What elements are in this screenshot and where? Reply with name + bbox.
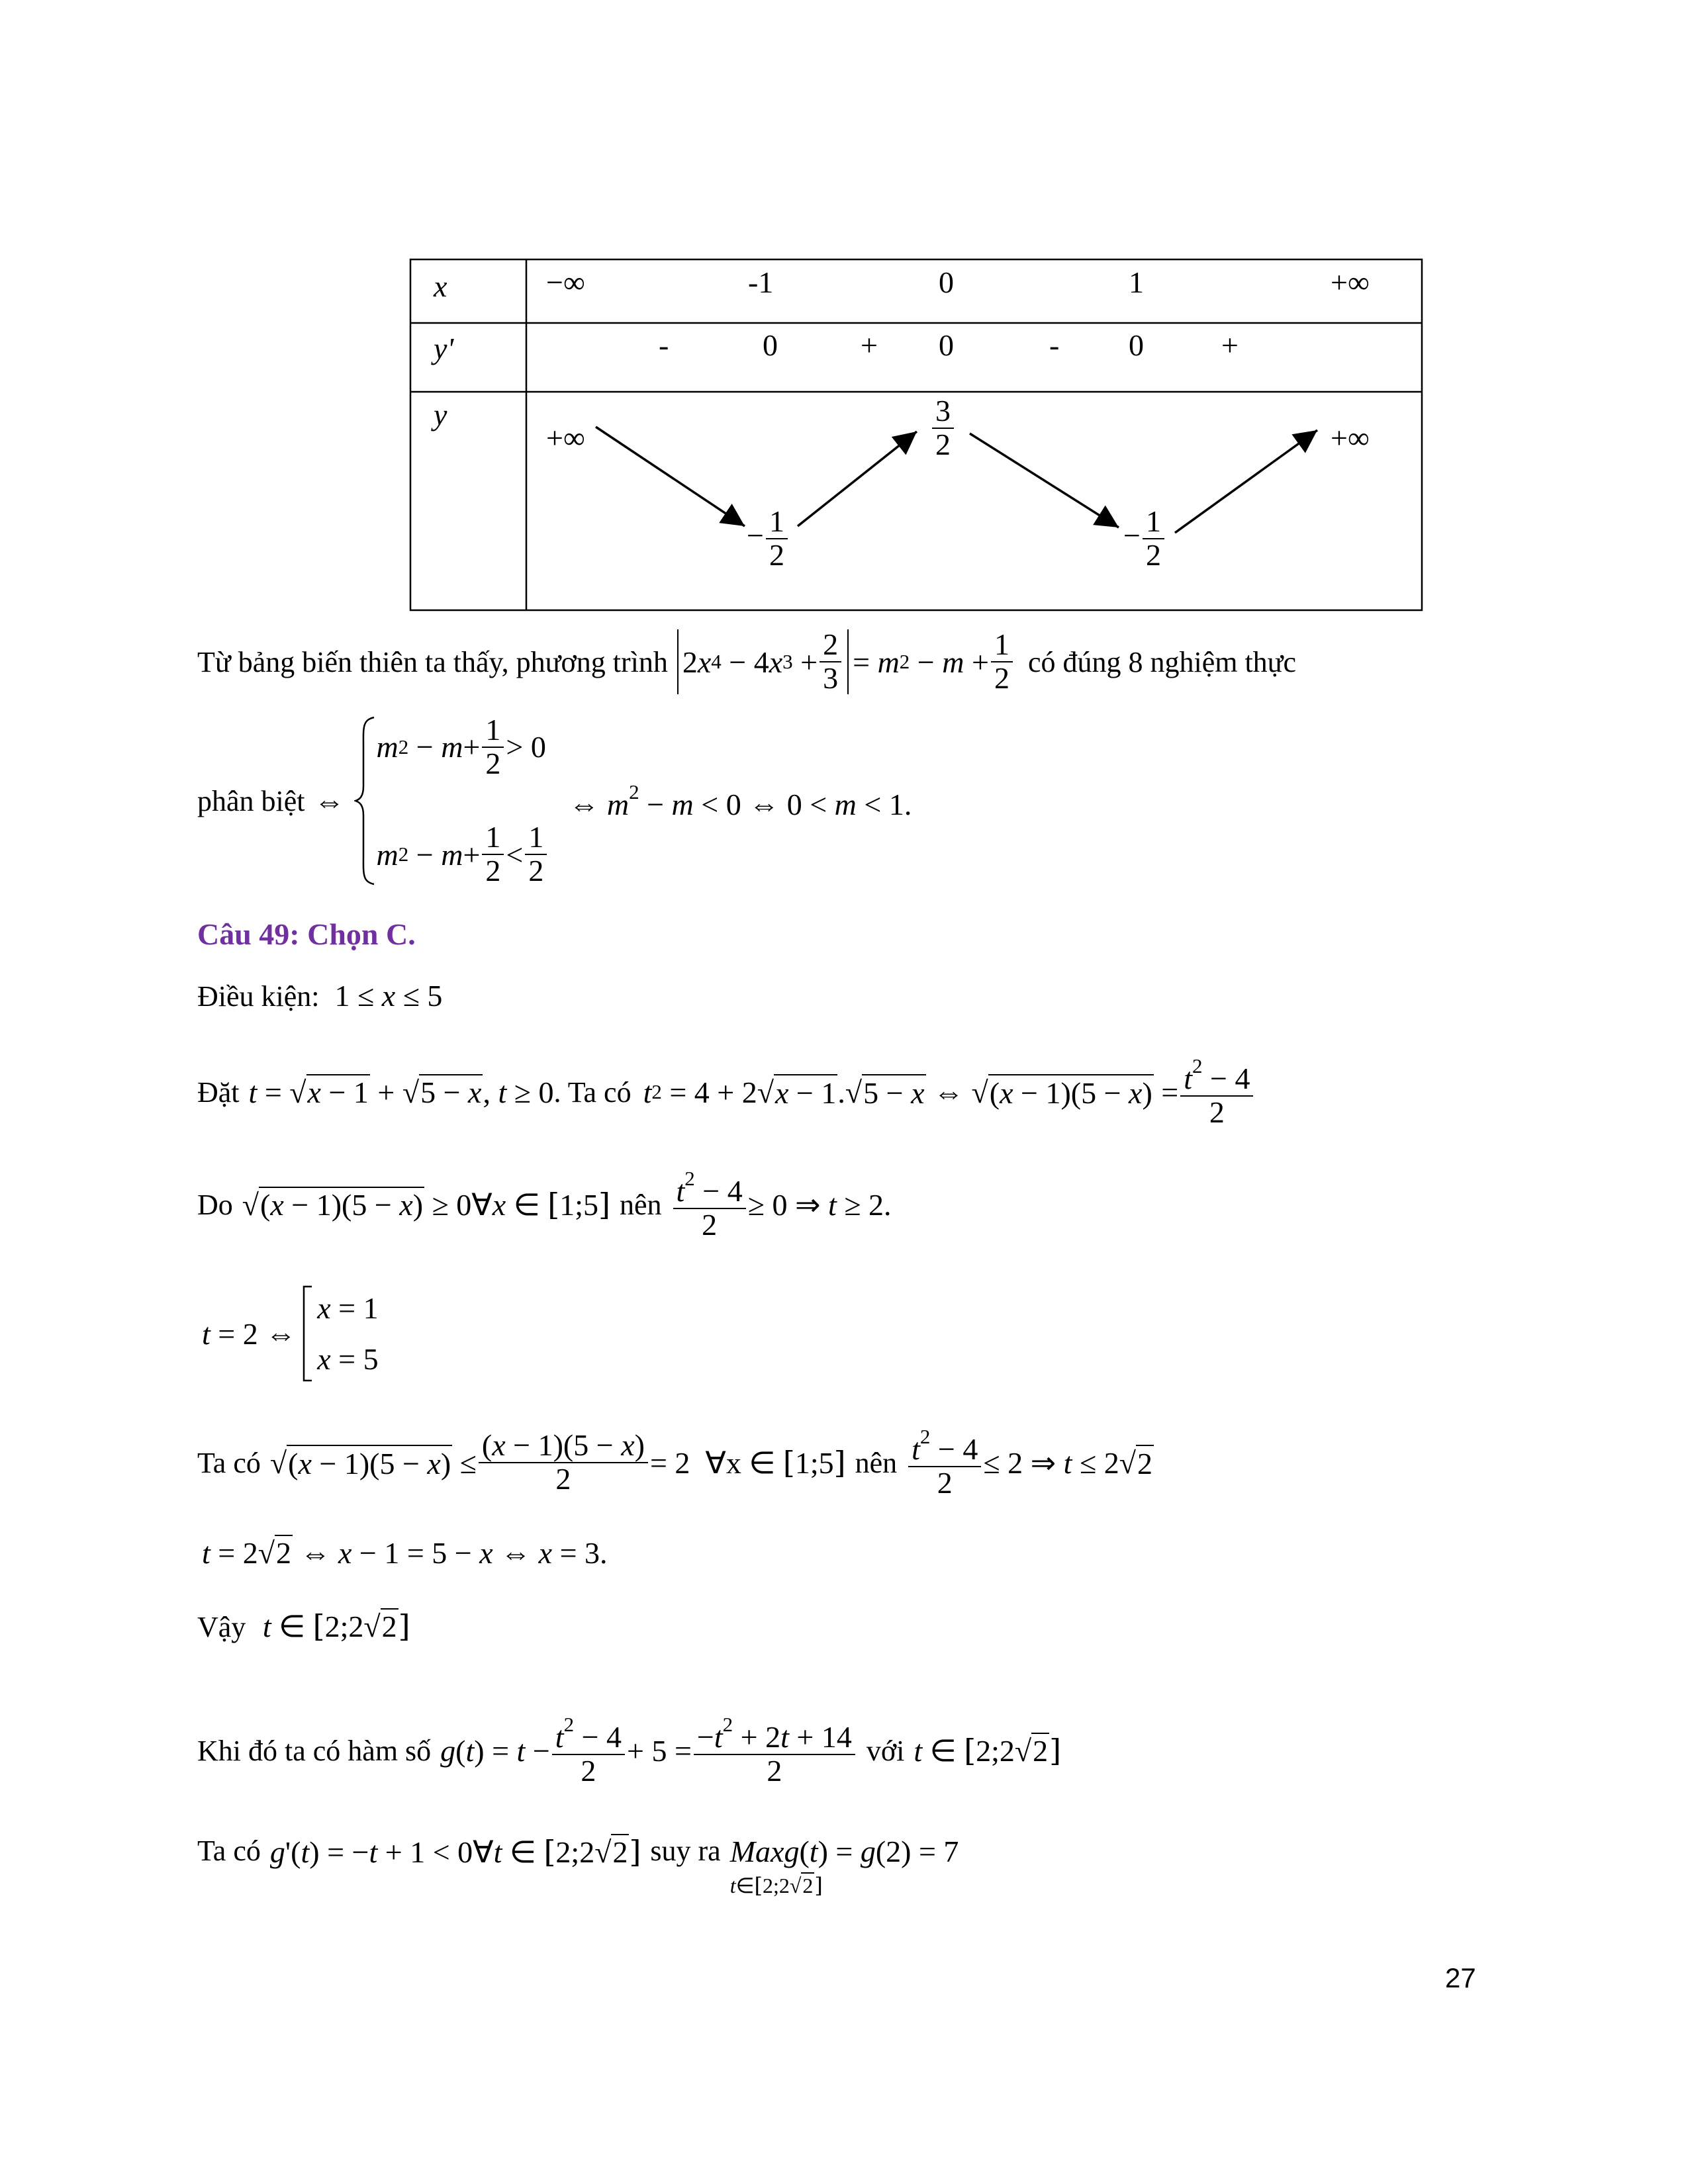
intro-line: Từ bảng biến thiên ta thấy, phương trình 2 x 4 − 4 x 3 + $\frac{2}{3}$ = m 2 − m + $\frac{1}{2}$ có đúng 8 nghiệm thực (197, 627, 1297, 695)
row-label-yprime: y' (434, 332, 454, 365)
arrow-up-1 (798, 432, 917, 526)
do-line: Do √(x − 1)(5 − x) ≥ 0∀x ∈ [1;5] nên $\frac{t^2 - 4}{2}$ ≥ 0 ⇒ t ≥ 2. (197, 1167, 892, 1242)
arrow-up-2 (1175, 430, 1317, 533)
t-equals-2-line: t = 2 ⇔ x = 1 x = 5 (202, 1281, 379, 1387)
arrow-down-2 (970, 433, 1119, 527)
abs-expression: 2 x 4 − 4 x 3 + $\frac{2}{3}$ (677, 629, 849, 694)
left-bracket (300, 1284, 314, 1383)
x-val-neg-inf: −∞ (546, 265, 585, 299)
x-val-0: 0 (939, 265, 954, 299)
bound-line: Ta có √ (x − 1)(5 − x) ≤ $\frac{(x - 1)(5 - x)}{2}$ = 2 ∀x ∈ [ 1;5 ] nên $\frac{t^2 - 4}{2}$ ≤ 2 ⇒ t ≤ 2√ 2 (197, 1425, 1152, 1500)
x-val-pos-inf: +∞ (1331, 265, 1370, 299)
yp-zero-1: 0 (763, 328, 778, 362)
conclusion-range-line: Vậy t ∈ [2;2√2] (197, 1608, 410, 1644)
yp-sign-4: + (1221, 328, 1239, 362)
question-49-heading: Câu 49: Chọn C. (197, 917, 416, 951)
x-val-1: 1 (1129, 265, 1144, 299)
yp-sign-1: - (659, 328, 669, 362)
left-brace (354, 715, 377, 887)
system-equations: m 2 − m + $\frac{1}{2}$ > 0 m 2 − m + $\frac{1}{2}$ < $\frac{1}{2}$ (376, 713, 546, 888)
row-label-y: y (434, 398, 447, 432)
condition-line: Điều kiện: 1 ≤ x ≤ 5 (197, 979, 443, 1013)
substitution-line: Đặt t = √x − 1 + √5 − x, t ≥ 0 . Ta có t 2 = 4 + 2√ x − 1 .√ 5 − x ⇔ √ (x − 1)(5 − x) = $\frac{t^2 - 4}{2}$ (197, 1049, 1255, 1135)
page-number: 27 (1445, 1962, 1476, 1993)
x-val-minus1: -1 (748, 265, 774, 299)
y-min-2: − $\frac{1}{2}$ (1123, 506, 1166, 571)
yp-sign-2: + (861, 328, 878, 362)
max-expression: Maxg(t) = g(2) = 7 t∈[2;2√2] (729, 1835, 959, 1898)
system-line: phân biệt ⇔ m 2 − m + $\frac{1}{2}$ > 0 m 2 − m + $\frac{1}{2}$ < $\frac{1}{2}$ ⇔ $m^2 - m < 0$ ⇔ 0 < m < 1. (197, 713, 912, 888)
yp-zero-2: 0 (939, 328, 954, 362)
row-label-x: x (434, 269, 447, 303)
y-max: $\frac{3}{2}$ (930, 396, 956, 461)
table-grid (0, 0, 1688, 635)
y-start: +∞ (546, 421, 585, 455)
yp-sign-3: - (1049, 328, 1060, 362)
derivative-line: Ta có g'(t) = −t + 1 < 0∀t ∈ [2;2√2] suy ra Maxg(t) = g(2) = 7 t∈[2;2√2] (197, 1830, 959, 1923)
yp-zero-3: 0 (1129, 328, 1144, 362)
t-max-line: t = 2√2 ⇔ x − 1 = 5 − x ⇔ x = 3. (202, 1536, 608, 1570)
y-end: +∞ (1331, 421, 1370, 455)
arrow-down-1 (596, 427, 745, 526)
function-line: Khi đó ta có hàm số g ( t ) = t − $\frac{t^2 - 4}{2}$ + 5 = $\frac{-t^2 + 2t + 14}{2}$ với t ∈ [2;2√2] (197, 1713, 1062, 1788)
y-min-1: − $\frac{1}{2}$ (747, 506, 790, 571)
